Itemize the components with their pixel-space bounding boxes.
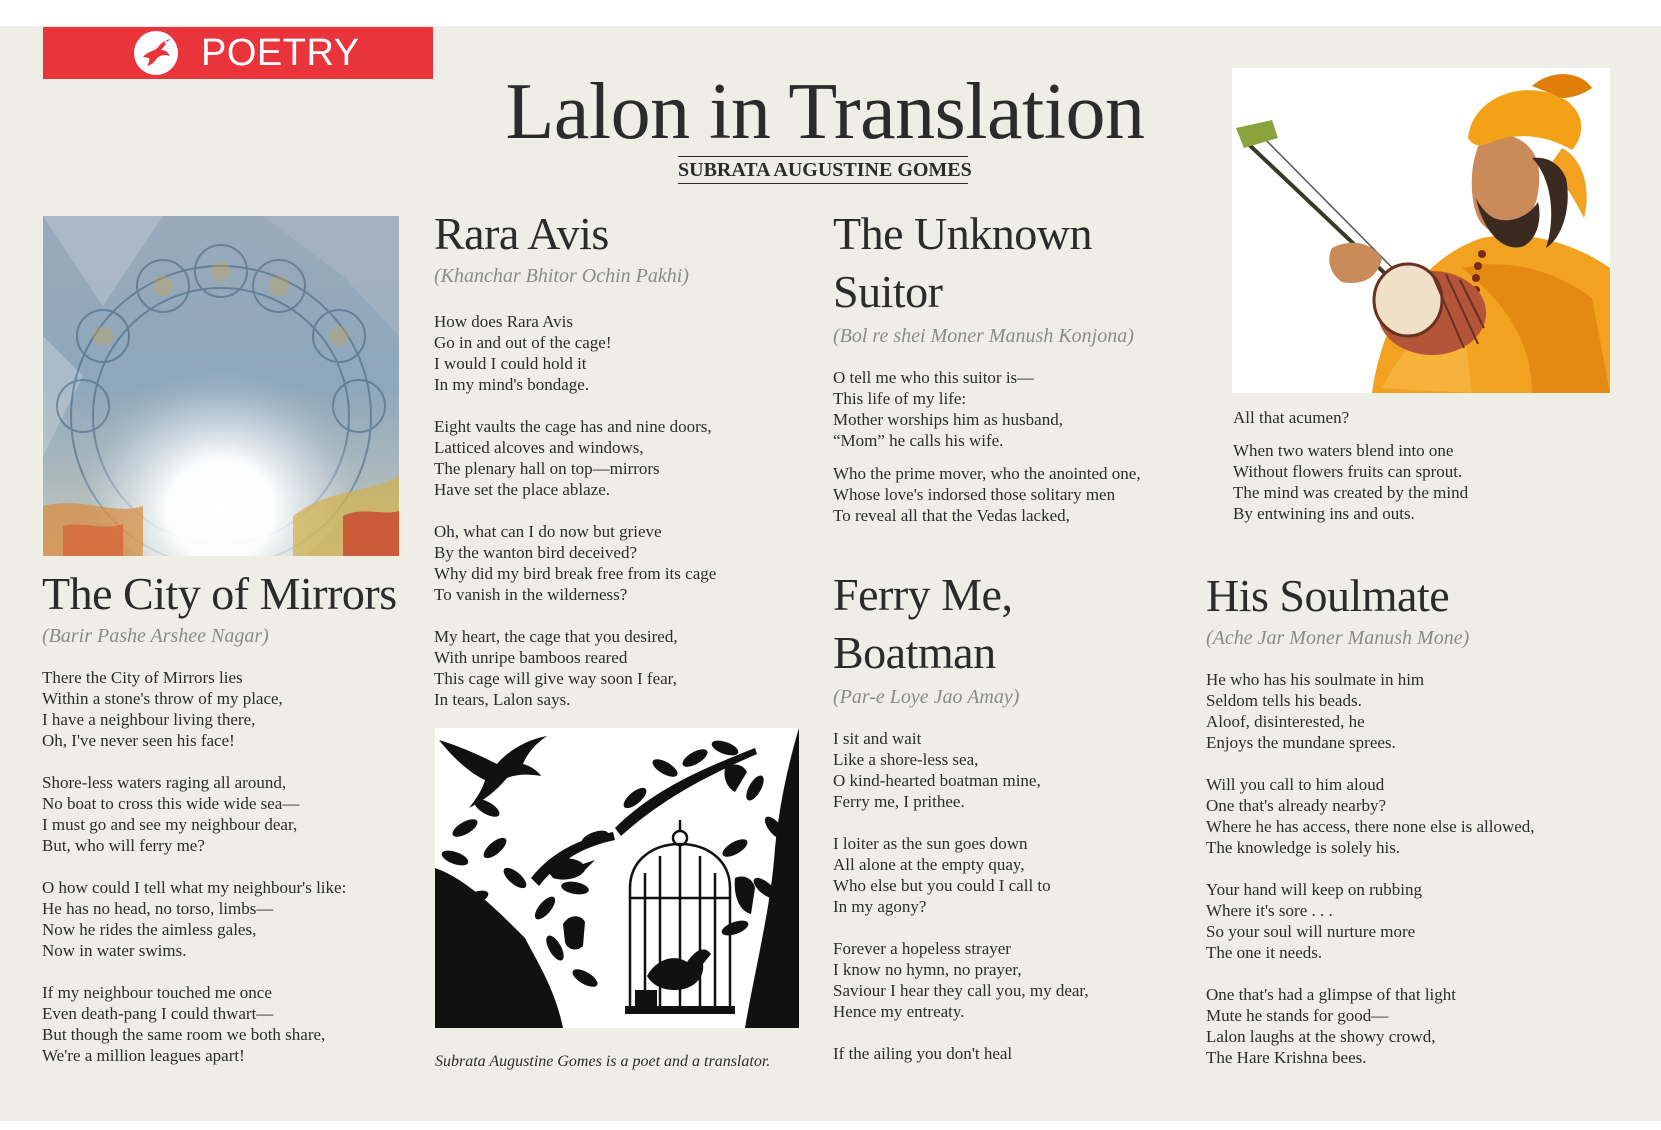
poem-line: Go in and out of the cage! bbox=[434, 333, 612, 352]
poem-line: O tell me who this suitor is— bbox=[833, 368, 1035, 387]
poem-line: Enjoys the mundane sprees. bbox=[1206, 733, 1396, 752]
poem-line: He has no head, no torso, limbs— bbox=[42, 899, 274, 918]
poem-title-line1: Ferry Me, bbox=[833, 569, 1013, 620]
poem-line: I know no hymn, no prayer, bbox=[833, 960, 1022, 979]
poem-line: Mother worships him as husband, bbox=[833, 410, 1063, 429]
poem-title-line2: Boatman bbox=[833, 627, 996, 678]
poem-line: Will you call to him aloud bbox=[1206, 775, 1385, 794]
poem-line: Where he has access, there none else is allowed, bbox=[1206, 817, 1535, 836]
stanza bbox=[1233, 407, 1468, 428]
poem-line: I loiter as the sun goes down bbox=[833, 834, 1028, 853]
poem-line: Now he rides the aimless gales, bbox=[42, 920, 257, 939]
poem-line: Oh, I've never seen his face! bbox=[42, 731, 235, 750]
stanza bbox=[434, 311, 716, 395]
stanza bbox=[833, 463, 1141, 526]
poem-line: O how could I tell what my neighbour's like: bbox=[42, 878, 347, 897]
poem-line: The mind was created by the mind bbox=[1233, 483, 1469, 502]
poem-title: His Soulmate bbox=[1206, 570, 1450, 621]
poem-line: I must go and see my neighbour dear, bbox=[42, 815, 298, 834]
poem-line: To reveal all that the Vedas lacked, bbox=[833, 506, 1070, 525]
poem-line: I would I could hold it bbox=[434, 354, 587, 373]
poem-line: “Mom” he calls his wife. bbox=[833, 431, 1004, 450]
poem-line: Even death-pang I could thwart— bbox=[42, 1004, 274, 1023]
poem-subtitle: (Ache Jar Moner Manush Mone) bbox=[1206, 627, 1470, 649]
poem-line: Ferry me, I prithee. bbox=[833, 792, 965, 811]
poem-line: He who has his soulmate in him bbox=[1206, 670, 1425, 689]
poem-line: But, who will ferry me? bbox=[42, 836, 205, 855]
poem-subtitle: (Khanchar Bhitor Ochin Pakhi) bbox=[434, 265, 689, 287]
poem-line: This life of my life: bbox=[833, 389, 967, 408]
stanza bbox=[42, 772, 397, 856]
poem-line: Who the prime mover, who the anointed one, bbox=[833, 464, 1141, 483]
stanza bbox=[1206, 879, 1535, 963]
poem-subtitle: (Par-e Loye Jao Amay) bbox=[833, 686, 1020, 708]
poem-line: Saviour I hear they call you, my dear, bbox=[833, 981, 1089, 1000]
poem-line: There the City of Mirrors lies bbox=[42, 668, 243, 687]
stanza bbox=[833, 1043, 1089, 1064]
poem-title-line2: Suitor bbox=[833, 266, 943, 317]
poem-line: Eight vaults the cage has and nine doors, bbox=[434, 417, 712, 436]
poem-line: Without flowers fruits can sprout. bbox=[1233, 462, 1463, 481]
section-tag bbox=[43, 27, 433, 79]
stanza bbox=[1206, 984, 1535, 1068]
poem-city-of-mirrors bbox=[42, 565, 397, 1087]
poem-line: Who else but you could I call to bbox=[833, 876, 1051, 895]
stanza bbox=[434, 521, 716, 605]
poem-unknown-suitor-continued bbox=[1233, 407, 1468, 545]
poem-line: No boat to cross this wide wide sea— bbox=[42, 794, 300, 813]
stanza bbox=[1233, 440, 1468, 524]
poem-line: All alone at the empty quay, bbox=[833, 855, 1025, 874]
poem-line: This cage will give way soon I fear, bbox=[434, 669, 677, 688]
poem-line: If my neighbour touched me once bbox=[42, 983, 272, 1002]
poem-title-line1: The Unknown bbox=[833, 208, 1092, 259]
stanza bbox=[1206, 774, 1535, 858]
poem-his-soulmate bbox=[1206, 567, 1535, 1089]
stanza bbox=[42, 877, 397, 961]
page-title: Lalon in Translation bbox=[505, 68, 1145, 156]
poem-line: How does Rara Avis bbox=[434, 312, 573, 331]
poem-line: If the ailing you don't heal bbox=[833, 1044, 1013, 1063]
poem-line: Oh, what can I do now but grieve bbox=[434, 522, 662, 541]
stanza bbox=[833, 938, 1089, 1022]
poem-title: Rara Avis bbox=[434, 208, 609, 259]
poem-line: Like a shore-less sea, bbox=[833, 750, 979, 769]
poem-line: So your soul will nurture more bbox=[1206, 922, 1416, 941]
poem-subtitle: (Bol re shei Moner Manush Konjona) bbox=[833, 325, 1134, 347]
poem-line: One that's already nearby? bbox=[1206, 796, 1387, 815]
stanza bbox=[1206, 669, 1535, 753]
poem-line: The plenary hall on top—mirrors bbox=[434, 459, 660, 478]
poem-line: We're a million leagues apart! bbox=[42, 1046, 245, 1065]
stanza bbox=[42, 982, 397, 1066]
poem-line: Now in water swims. bbox=[42, 941, 187, 960]
poem-line: Your hand will keep on rubbing bbox=[1206, 880, 1422, 899]
poem-line: Within a stone's throw of my place, bbox=[42, 689, 283, 708]
poem-line: But though the same room we both share, bbox=[42, 1025, 326, 1044]
poem-line: Have set the place ablaze. bbox=[434, 480, 611, 499]
poem-line: I sit and wait bbox=[833, 729, 922, 748]
poem-rara-avis bbox=[434, 205, 716, 731]
bird-cage-illustration bbox=[435, 728, 799, 1028]
poem-ferry-me-boatman bbox=[833, 566, 1089, 1085]
poem-line: The one it needs. bbox=[1206, 943, 1323, 962]
poem-line: When two waters blend into one bbox=[1233, 441, 1454, 460]
poem-line: My heart, the cage that you desired, bbox=[434, 627, 678, 646]
byline: SUBRATA AUGUSTINE GOMES bbox=[678, 156, 968, 184]
poem-line: In my agony? bbox=[833, 897, 927, 916]
poem-line: To vanish in the wilderness? bbox=[434, 585, 628, 604]
stanza bbox=[833, 833, 1089, 917]
poem-subtitle: (Barir Pashe Arshee Nagar) bbox=[42, 625, 269, 647]
poem-line: All that acumen? bbox=[1233, 408, 1350, 427]
poem-line: Forever a hopeless strayer bbox=[833, 939, 1011, 958]
stanza bbox=[833, 728, 1089, 812]
poem-title: The City of Mirrors bbox=[42, 568, 397, 619]
city-of-mirrors-illustration bbox=[43, 216, 399, 556]
poem-line: Mute he stands for good— bbox=[1206, 1006, 1389, 1025]
stanza bbox=[833, 367, 1141, 451]
stanza bbox=[434, 416, 716, 500]
stanza bbox=[434, 626, 716, 710]
poem-line: O kind-hearted boatman mine, bbox=[833, 771, 1041, 790]
author-caption: Subrata Augustine Gomes is a poet and a translator. bbox=[435, 1053, 771, 1070]
bird-logo-icon bbox=[133, 30, 179, 76]
poem-line: Hence my entreaty. bbox=[833, 1002, 965, 1021]
poem-line: In tears, Lalon says. bbox=[434, 690, 571, 709]
poem-line: Whose love's indorsed those solitary men bbox=[833, 485, 1116, 504]
stanza bbox=[42, 667, 397, 751]
poem-line: Seldom tells his beads. bbox=[1206, 691, 1362, 710]
poem-line: With unripe bamboos reared bbox=[434, 648, 628, 667]
poem-line: I have a neighbour living there, bbox=[42, 710, 256, 729]
poem-unknown-suitor bbox=[833, 205, 1141, 547]
lalon-portrait-illustration bbox=[1232, 68, 1610, 393]
section-tag-label: POETRY bbox=[201, 32, 360, 74]
poem-line: By entwining ins and outs. bbox=[1233, 504, 1415, 523]
poem-line: By the wanton bird deceived? bbox=[434, 543, 637, 562]
poem-line: The Hare Krishna bees. bbox=[1206, 1048, 1367, 1067]
poem-line: Lalon laughs at the showy crowd, bbox=[1206, 1027, 1436, 1046]
poem-line: Why did my bird break free from its cage bbox=[434, 564, 717, 583]
poem-line: Aloof, disinterested, he bbox=[1206, 712, 1365, 731]
poem-line: Latticed alcoves and windows, bbox=[434, 438, 644, 457]
poem-line: Shore-less waters raging all around, bbox=[42, 773, 287, 792]
poem-line: The knowledge is solely his. bbox=[1206, 838, 1401, 857]
poem-line: In my mind's bondage. bbox=[434, 375, 590, 394]
poem-line: Where it's sore . . . bbox=[1206, 901, 1333, 920]
poem-line: One that's had a glimpse of that light bbox=[1206, 985, 1456, 1004]
